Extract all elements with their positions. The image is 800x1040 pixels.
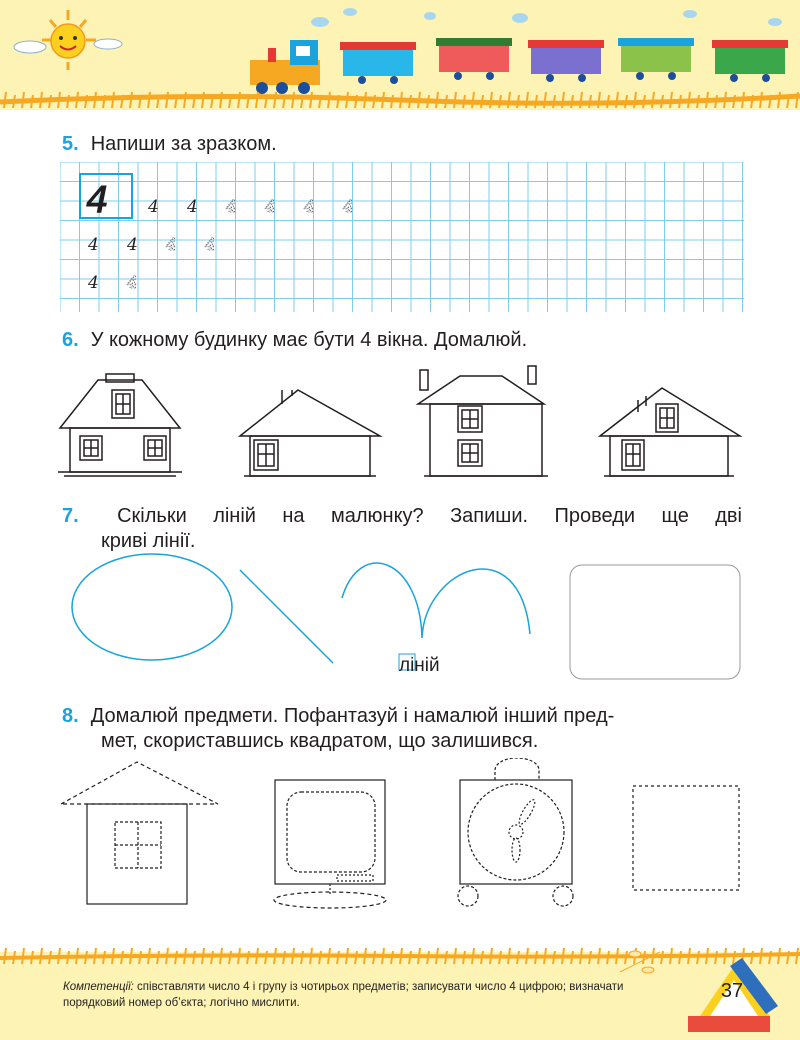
- window-icon: [458, 406, 482, 432]
- train-header-illustration: [0, 0, 800, 115]
- task-word: дві: [715, 505, 742, 527]
- task-word: ліній: [213, 505, 256, 527]
- page-number: 37: [720, 980, 744, 1002]
- copy-digit: 4: [166, 235, 177, 255]
- drawing-frame[interactable]: [570, 565, 740, 679]
- copy-digit: 4: [88, 235, 99, 255]
- copy-digit: 4: [88, 273, 99, 293]
- locomotive-icon: [250, 40, 320, 94]
- sun-icon: [42, 10, 96, 70]
- task-number: 8.: [62, 705, 79, 727]
- copy-digit: 4: [265, 197, 276, 217]
- copy-digit: 4: [148, 197, 159, 217]
- objects-drawing: [55, 758, 755, 918]
- task-text-line2: мет, скориставшись квадратом, що залишився.: [101, 730, 539, 752]
- lines-count-label: ліній: [399, 655, 440, 676]
- wagon-icon: [528, 40, 604, 82]
- task-number: 6.: [62, 329, 79, 351]
- task-word: Скільки: [117, 505, 187, 527]
- copy-digit: 4: [304, 197, 315, 217]
- copy-digit: 4: [226, 197, 237, 217]
- wagon-icon: [618, 38, 694, 80]
- copy-digit: 4: [205, 235, 216, 255]
- task-word: на: [282, 505, 305, 527]
- task-text: Напиши за зразком.: [90, 133, 277, 155]
- task-word: Запиши.: [450, 505, 529, 527]
- copybook-grid: [60, 162, 744, 312]
- task-word: малюнку?: [330, 505, 424, 527]
- straight-line: [240, 570, 333, 663]
- task-word: ще: [661, 505, 689, 527]
- window-icon: [458, 440, 482, 466]
- window-icon: [656, 404, 678, 432]
- oval-line: [72, 554, 232, 660]
- empty-square[interactable]: [633, 786, 739, 890]
- copy-digit: 4: [187, 197, 198, 217]
- house-4: [600, 388, 740, 476]
- task-text-line1: Домалюй предмети. Пофантазуй і намалюй інший пред-: [90, 705, 615, 727]
- task-6: [62, 328, 527, 353]
- task-7: [62, 504, 742, 554]
- wagon-icon: [712, 40, 788, 82]
- footer-text: співставляти число 4 і групу із чотирьох предметів; записувати число 4 цифрою; визначати порядковий номер об’єкта; логічно мислити.: [63, 981, 624, 1009]
- task-5: [62, 132, 277, 157]
- footer-label: Компетенції:: [63, 981, 134, 993]
- window-icon: [622, 440, 644, 470]
- task-word: Проведи: [554, 505, 636, 527]
- footer-competencies: [63, 979, 683, 1011]
- task-number: 7.: [62, 505, 79, 527]
- houses-row: [40, 360, 760, 482]
- task-text-line2: криві лінії.: [101, 530, 196, 552]
- task-text: У кожному будинку має бути 4 вікна. Домалюй.: [90, 329, 528, 351]
- wagon-icon: [340, 42, 416, 84]
- window-icon: [112, 390, 134, 418]
- sample-digit: 4: [86, 180, 109, 221]
- copy-digit: 4: [343, 197, 354, 217]
- house-object: [61, 762, 218, 904]
- window-icon: [144, 436, 166, 460]
- copy-digit: 4: [127, 235, 138, 255]
- house-2: [240, 390, 380, 476]
- window-icon: [254, 440, 278, 470]
- house-3: [418, 366, 548, 476]
- window-icon: [80, 436, 102, 460]
- house-1: [58, 374, 182, 476]
- clock-object: [458, 758, 573, 906]
- wagon-icon: [436, 38, 512, 80]
- copy-digit: 4: [127, 273, 138, 293]
- task-number: 5.: [62, 133, 79, 155]
- task-8: [62, 704, 614, 754]
- curved-line: [342, 563, 530, 638]
- tv-object: [274, 780, 386, 908]
